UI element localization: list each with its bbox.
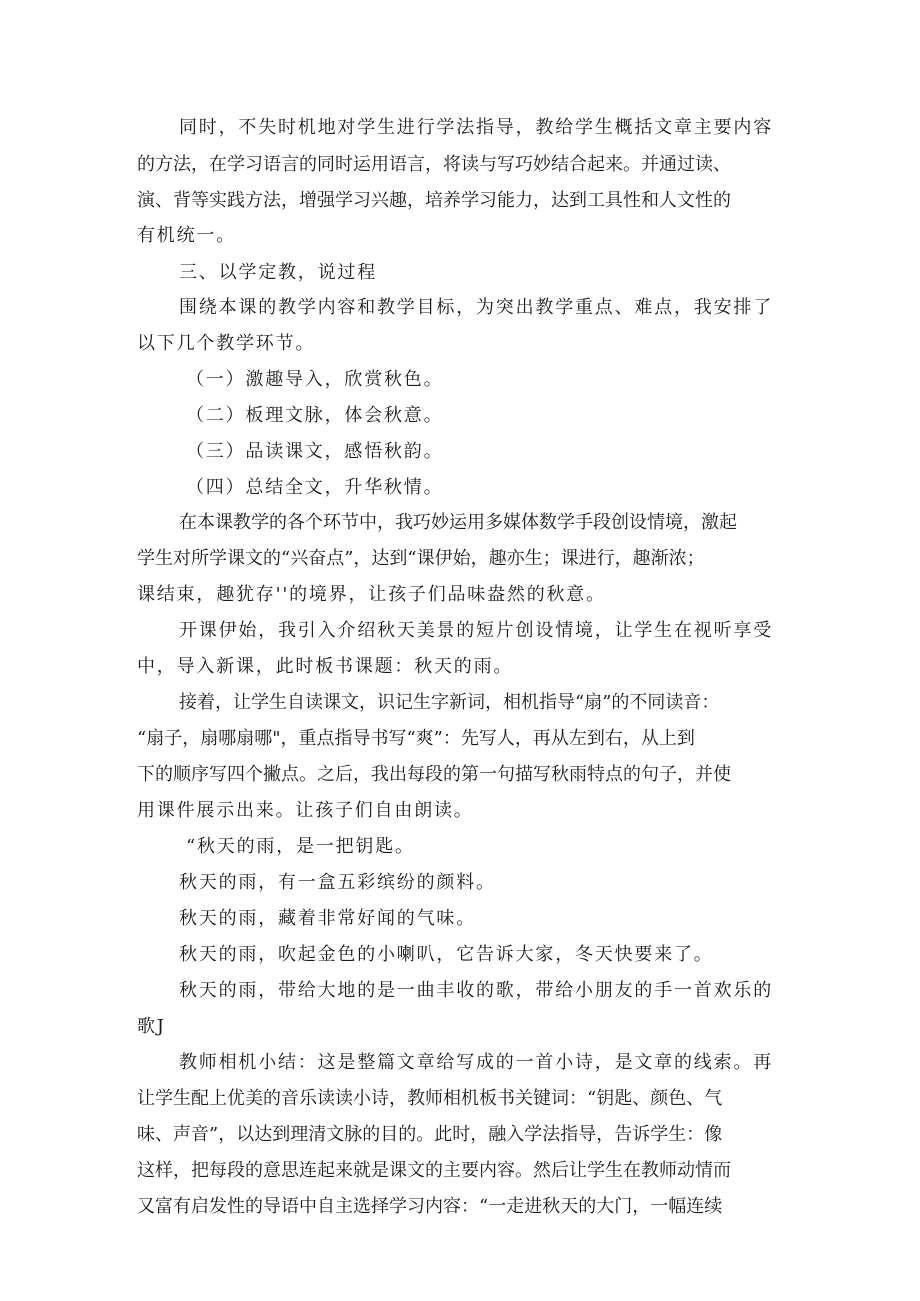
- list-item: （四）总结全文，升华秋情。: [186, 477, 444, 498]
- text-line: 同时，不失时机地对学生进行学法指导，教给学生概括文章主要内容: [179, 117, 773, 138]
- list-item: （一）激趣导入，欣赏秋色。: [186, 369, 444, 390]
- text-line: 开课伊始，我引入介绍秋天美景的短片创设情境，让学生在视听享受: [179, 620, 773, 641]
- text-line: 在本课教学的各个环节中，我巧妙运用多媒体数学手段创设情境，激起: [179, 512, 737, 533]
- text-line: 课结束，趣犹存''的境界，让孩子们品味盎然的秋意。: [137, 584, 606, 605]
- poem-line: 秋天的雨，吹起金色的小喇叭，它告诉大家，冬天快要来了。: [179, 944, 714, 965]
- text-line: 有机统一。: [137, 225, 236, 246]
- section-heading: 三、以学定教，说过程: [179, 262, 377, 283]
- poem-line: 秋天的雨，藏着非常好闻的气味。: [179, 908, 476, 929]
- poem-line: “秋天的雨，是一把钥匙。: [186, 836, 415, 857]
- text-line: 学生对所学课文的“兴奋点”，达到“课伊始，趣亦生；课进行，趣渐浓；: [137, 548, 705, 569]
- text-line: 这样，把每段的意思连起来就是课文的主要内容。然后让学生在教师动情而: [137, 1160, 731, 1181]
- text-line: 让学生配上优美的音乐读读小诗，教师相机板书关键词：“钥匙、颜色、气: [137, 1088, 723, 1109]
- text-line: 下的顺序写四个撇点。之后，我出每段的第一句描写秋雨特点的句子，并使: [137, 764, 731, 785]
- poem-line: 歌J: [137, 1016, 166, 1037]
- text-line: “扇子，扇哪扇哪"，重点指导书写“爽”：先写人，再从左到右，从上到: [137, 728, 695, 749]
- list-item: （三）品读课文，感悟秋韵。: [186, 441, 444, 462]
- text-line: 又富有启发性的导语中自主选择学习内容：“一走进秋天的大门，一幅连续: [137, 1196, 723, 1217]
- list-item: （二）板理文脉，体会秋意。: [186, 405, 444, 426]
- text-line: 用课件展示出来。让孩子们自由朗读。: [137, 800, 474, 821]
- text-line: 围绕本课的教学内容和教学目标，为突出教学重点、难点，我安排了: [179, 297, 773, 318]
- poem-line: 秋天的雨，带给大地的是一曲丰收的歌，带给小朋友的手一首欢乐的: [179, 980, 773, 1001]
- text-line: 接着，让学生自读课文，识记生字新词，相机指导“扇”的不同读音：: [179, 692, 720, 713]
- poem-line: 秋天的雨，有一盒五彩缤纷的颜料。: [179, 872, 496, 893]
- text-line: 味、声音”，以达到理清文脉的目的。此时，融入学法指导，告诉学生：像: [137, 1124, 723, 1145]
- text-line: 中，导入新课，此时板书课题：秋天的雨。: [137, 656, 514, 677]
- text-line: 的方法，在学习语言的同时运用语言，将读与写巧妙结合起来。并通过读、: [137, 154, 731, 175]
- text-line: 以下几个教学环节。: [137, 333, 316, 354]
- text-line: 演、背等实践方法，增强学习兴趣，培养学习能力，达到工具性和人文性的: [137, 190, 731, 211]
- text-line: 教师相机小结：这是整篇文章给写成的一首小诗，是文章的线索。再: [179, 1052, 773, 1073]
